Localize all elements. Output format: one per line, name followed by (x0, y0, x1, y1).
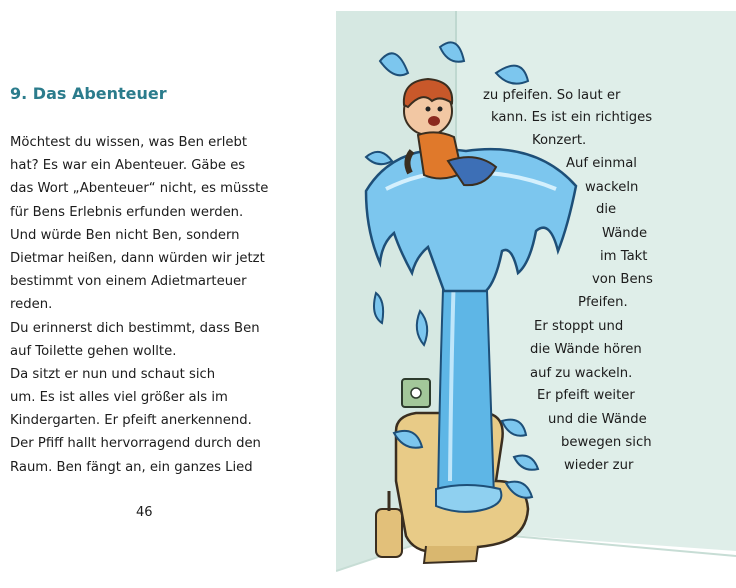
text-line: Möchtest du wissen, was Ben erlebt (10, 135, 248, 150)
water-column (438, 261, 494, 501)
text-line: zu pfeifen. So laut er (483, 88, 621, 103)
text-line: für Bens Erlebnis erfunden werden. (10, 204, 244, 220)
text-line: Und würde Ben nicht Ben, sondern (10, 227, 240, 243)
text-line: reden. (10, 297, 53, 313)
text-line: Er pfeift weiter (537, 388, 635, 403)
text-line: wieder zur (564, 458, 634, 473)
text-line: das Wort „Abenteuer“ nicht, es müsste (10, 181, 269, 197)
text-line: von Bens (592, 272, 653, 287)
text-line: Raum. Ben fängt an, ein ganzes Lied (10, 459, 253, 475)
text-line: die Wände hören (530, 342, 642, 357)
left-text-block (10, 131, 310, 479)
toilet-brush-holder (376, 509, 402, 557)
text-line: Pfeifen. (578, 295, 628, 310)
text-line: Konzert. (532, 133, 587, 148)
text-line: auf Toilette gehen wollte. (10, 343, 177, 359)
text-line: wackeln (585, 180, 639, 195)
text-line: im Takt (600, 249, 648, 264)
text-line: Er stoppt und (534, 319, 624, 334)
text-line: und die Wände (548, 412, 647, 427)
text-line: Der Pfiff hallt hervorragend durch den (10, 436, 261, 452)
text-line: Auf einmal (566, 156, 637, 171)
text-line: hat? Es war ein Abenteuer. Gäbe es (10, 158, 246, 174)
text-line: Kindergarten. Er pfeift anerkennend. (10, 413, 252, 429)
chapter-title: 9. Das Abenteuer (10, 84, 167, 103)
text-line: um. Es ist alles viel größer als im (10, 390, 228, 406)
text-line: bewegen sich (561, 435, 652, 450)
text-line: Da sitzt er nun und schaut sich (10, 366, 216, 382)
text-line: Dietmar heißen, dann würden wir jetzt (10, 250, 265, 266)
page-number: 46 (136, 505, 153, 520)
text-line: auf zu wackeln. (530, 366, 633, 381)
text-line: bestimmt von einem Adietmarteuer (10, 274, 247, 290)
text-line: Du erinnerst dich bestimmt, dass Ben (10, 320, 260, 336)
text-line: die (596, 202, 617, 217)
text-line: kann. Es ist ein richtiges (491, 110, 653, 125)
text-line: Wände (602, 226, 648, 241)
